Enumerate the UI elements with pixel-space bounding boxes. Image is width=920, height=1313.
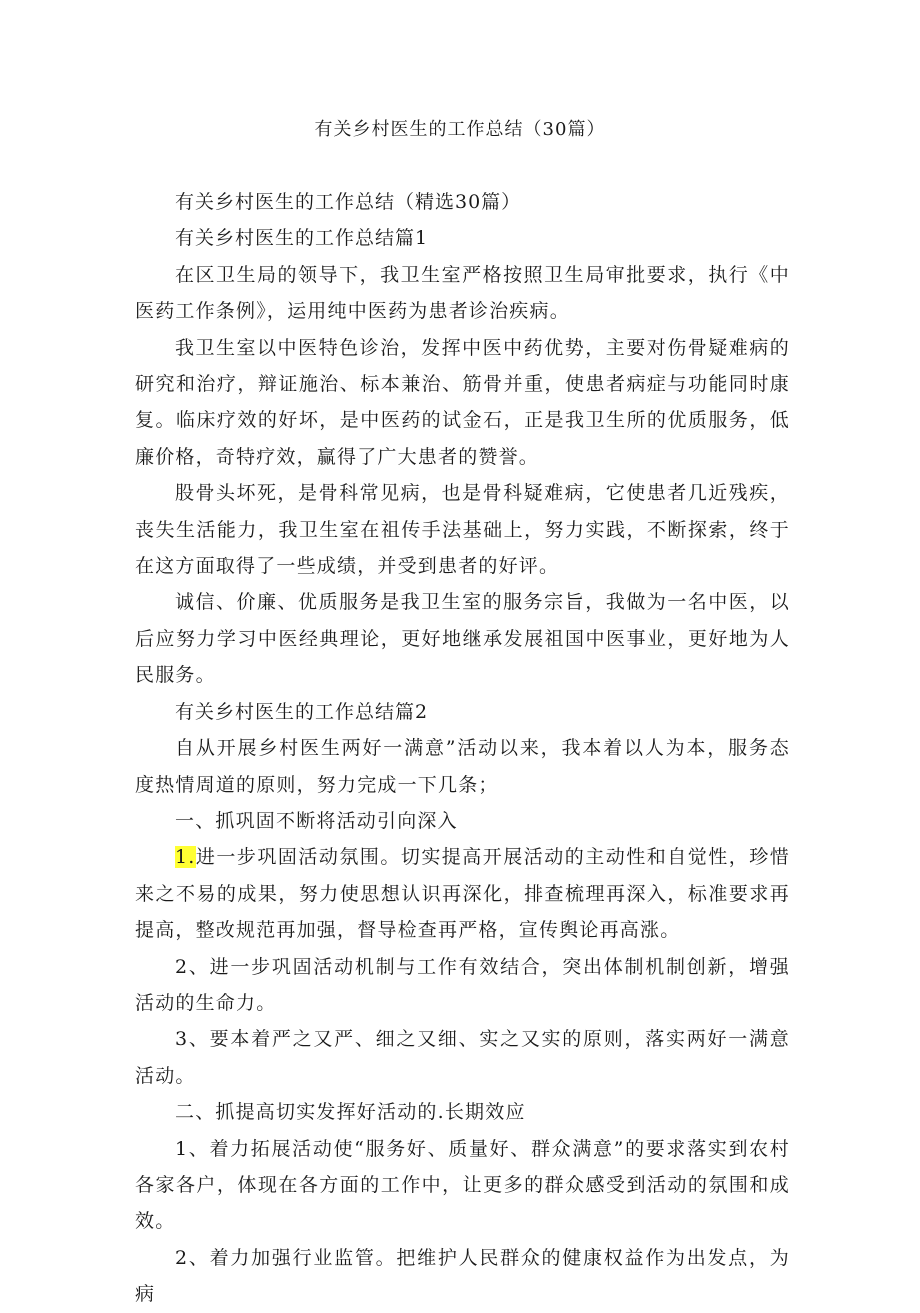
paragraph: 自从开展乡村医生两好一满意”活动以来，我本着以人为本，服务态度热情周道的原则，努力完成一下几条；: [135, 737, 790, 796]
paragraph: 诚信、价廉、优质服务是我卫生室的服务宗旨，我做为一名中医，以后应努力学习中医经典理论，更好地继承发展祖国中医事业，更好地为人民服务。: [135, 591, 790, 687]
section-heading-1: 有关乡村医生的工作总结篇1: [175, 227, 429, 250]
list-heading: 二、抓提高切实发挥好活动的.长期效应: [175, 1101, 526, 1124]
paragraph: 在区卫生局的领导下，我卫生室严格按照卫生局审批要求，执行《中医药工作条例》，运用纯中医药为患者诊治疾病。: [135, 263, 790, 323]
document-body: [135, 184, 790, 1313]
subtitle: 有关乡村医生的工作总结（精选30篇）: [175, 191, 522, 213]
list-item: 1、着力拓展活动使“服务好、质量好、群众满意”的要求落实到农村各家各户，体现在各方面的工作中，让更多的群众感受到活动的氛围和成效。: [135, 1137, 790, 1233]
section-heading-2: 有关乡村医生的工作总结篇2: [175, 700, 429, 723]
paragraph: 我卫生室以中医特色诊治，发挥中医中药优势，主要对伤骨疑难病的研究和治疗，辩证施治、标本兼治、筋骨并重，使患者病症与功能同时康复。临床疗效的好坏，是中医药的试金石，正是我卫生所的优质服务，低廉价格，奇特疗效，赢得了广大患者的赞誉。: [135, 336, 790, 468]
list-item-text: 进一步巩固活动氛围。切实提高开展活动的主动性和自觉性，珍惜来之不易的成果，努力使思想认识再深化，排查梳理再深入，标准要求再提高，整改规范再加强，督导检查再严格，宣传舆论再高涨。: [135, 846, 790, 942]
list-item-highlighted: [135, 839, 790, 948]
list-item: 2、进一步巩固活动机制与工作有效结合，突出体制机制创新，增强活动的生命力。: [135, 955, 790, 1014]
paragraph: 股骨头坏死，是骨科常见病，也是骨科疑难病，它使患者几近残疾，丧失生活能力，我卫生室在祖传手法基础上，努力实践，不断探索，终于在这方面取得了一些成绩，并受到患者的好评。: [135, 482, 790, 578]
list-heading: 一、抓巩固不断将活动引向深入: [175, 809, 458, 832]
list-item: 2、着力加强行业监管。把维护人民群众的健康权益作为出发点，为病: [135, 1246, 790, 1306]
document-title: 有关乡村医生的工作总结（30篇）: [314, 119, 606, 140]
list-item: 3、要本着严之又严、细之又细、实之又实的原则，落实两好一满意活动。: [135, 1028, 790, 1087]
highlight-marker: 1.: [175, 846, 196, 869]
